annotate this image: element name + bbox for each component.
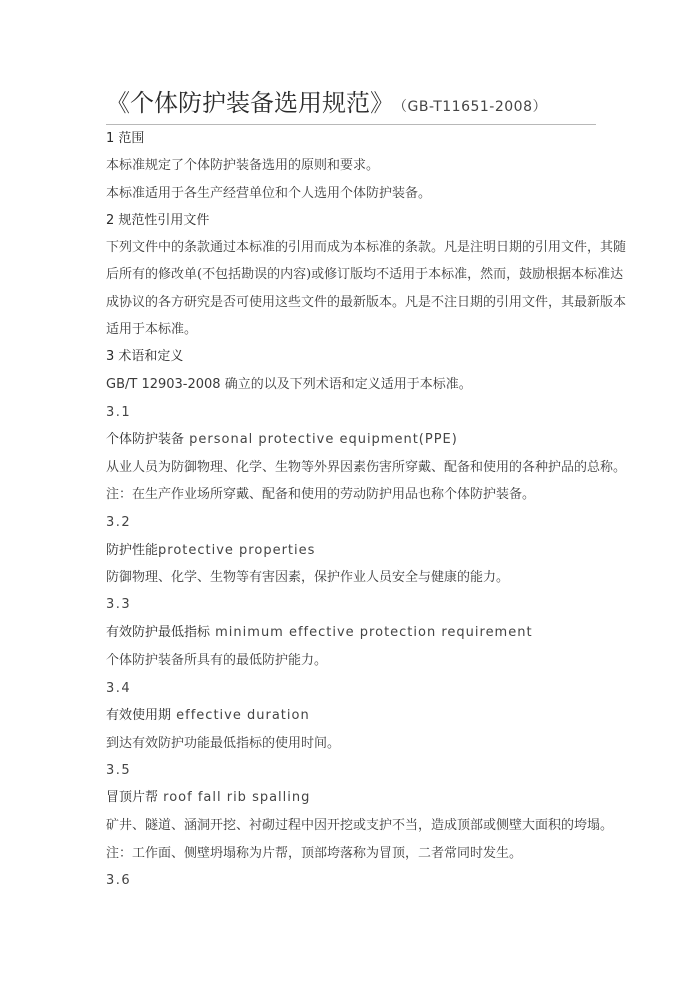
section-1-paragraph-1: 本标准规定了个体防护装备选用的原则和要求。: [106, 158, 380, 173]
term-number: 3.6: [106, 873, 132, 888]
term-chinese-name: 个体防护装备: [106, 432, 185, 447]
term-english-name: effective duration: [171, 708, 310, 723]
term-definition: 防御物理、化学、生物等有害因素，保护作业人员安全与健康的能力。: [106, 570, 510, 585]
term-note: 注：工作面、侧壁坍塌称为片帮，顶部垮落称为冒顶，二者常同时发生。: [106, 846, 523, 861]
term-number: 3.4: [106, 681, 132, 696]
document-title: 《个体防护装备选用规范》: [106, 89, 394, 117]
section-3-intro: GB/T 12903-2008 确立的以及下列术语和定义适用于本标准。: [106, 377, 472, 392]
term-number: 3.2: [106, 515, 132, 530]
term-english-name: minimum effective protection requirement: [210, 625, 533, 640]
document-title-line: [106, 88, 596, 125]
term-heading: [106, 708, 310, 724]
term-heading: [106, 790, 310, 806]
term-english-name: protective properties: [158, 543, 316, 558]
term-number: 3.5: [106, 763, 132, 778]
section-2-line-2: 后所有的修改单(不包括勘误的内容)或修订版均不适用于本标准，然而，鼓励根据本标准达: [106, 267, 624, 282]
term-heading: [106, 625, 533, 641]
term-english-name: roof fall rib spalling: [158, 790, 311, 805]
term-heading: [106, 543, 315, 559]
term-chinese-name: 防护性能: [106, 543, 159, 558]
term-heading: [106, 432, 458, 448]
term-chinese-name: 冒顶片帮: [106, 790, 159, 805]
section-2-heading: 2 规范性引用文件: [106, 213, 210, 228]
term-definition: 从业人员为防御物理、化学、生物等外界因素伤害所穿戴、配备和使用的各种护品的总称。: [106, 460, 627, 475]
section-2-line-3: 成协议的各方研究是否可使用这些文件的最新版本。凡是不注日期的引用文件，其最新版本: [106, 295, 627, 310]
term-definition: 到达有效防护功能最低指标的使用时间。: [106, 736, 341, 751]
section-2-line-1: 下列文件中的条款通过本标准的引用而成为本标准的条款。凡是注明日期的引用文件，其随: [106, 240, 627, 255]
section-1-paragraph-2: 本标准适用于各生产经营单位和个人选用个体防护装备。: [106, 186, 432, 201]
standard-code: （GB-T11651-2008）: [400, 99, 547, 115]
term-chinese-name: 有效使用期: [106, 708, 172, 723]
term-chinese-name: 有效防护最低指标: [106, 625, 211, 640]
section-2-line-4: 适用于本标准。: [106, 322, 198, 337]
section-3-heading: 3 术语和定义: [106, 349, 184, 364]
term-english-name: personal protective equipment(PPE): [184, 432, 458, 447]
term-number: 3.3: [106, 597, 132, 612]
term-note: 注：在生产作业场所穿戴、配备和使用的劳动防护用品也称个体防护装备。: [106, 487, 536, 502]
term-definition: 矿井、隧道、涵洞开挖、衬砌过程中因开挖或支护不当，造成顶部或侧壁大面积的垮塌。: [106, 818, 614, 833]
term-number: 3.1: [106, 405, 132, 420]
term-definition: 个体防护装备所具有的最低防护能力。: [106, 653, 328, 668]
section-1-heading: 1 范围: [106, 131, 145, 146]
